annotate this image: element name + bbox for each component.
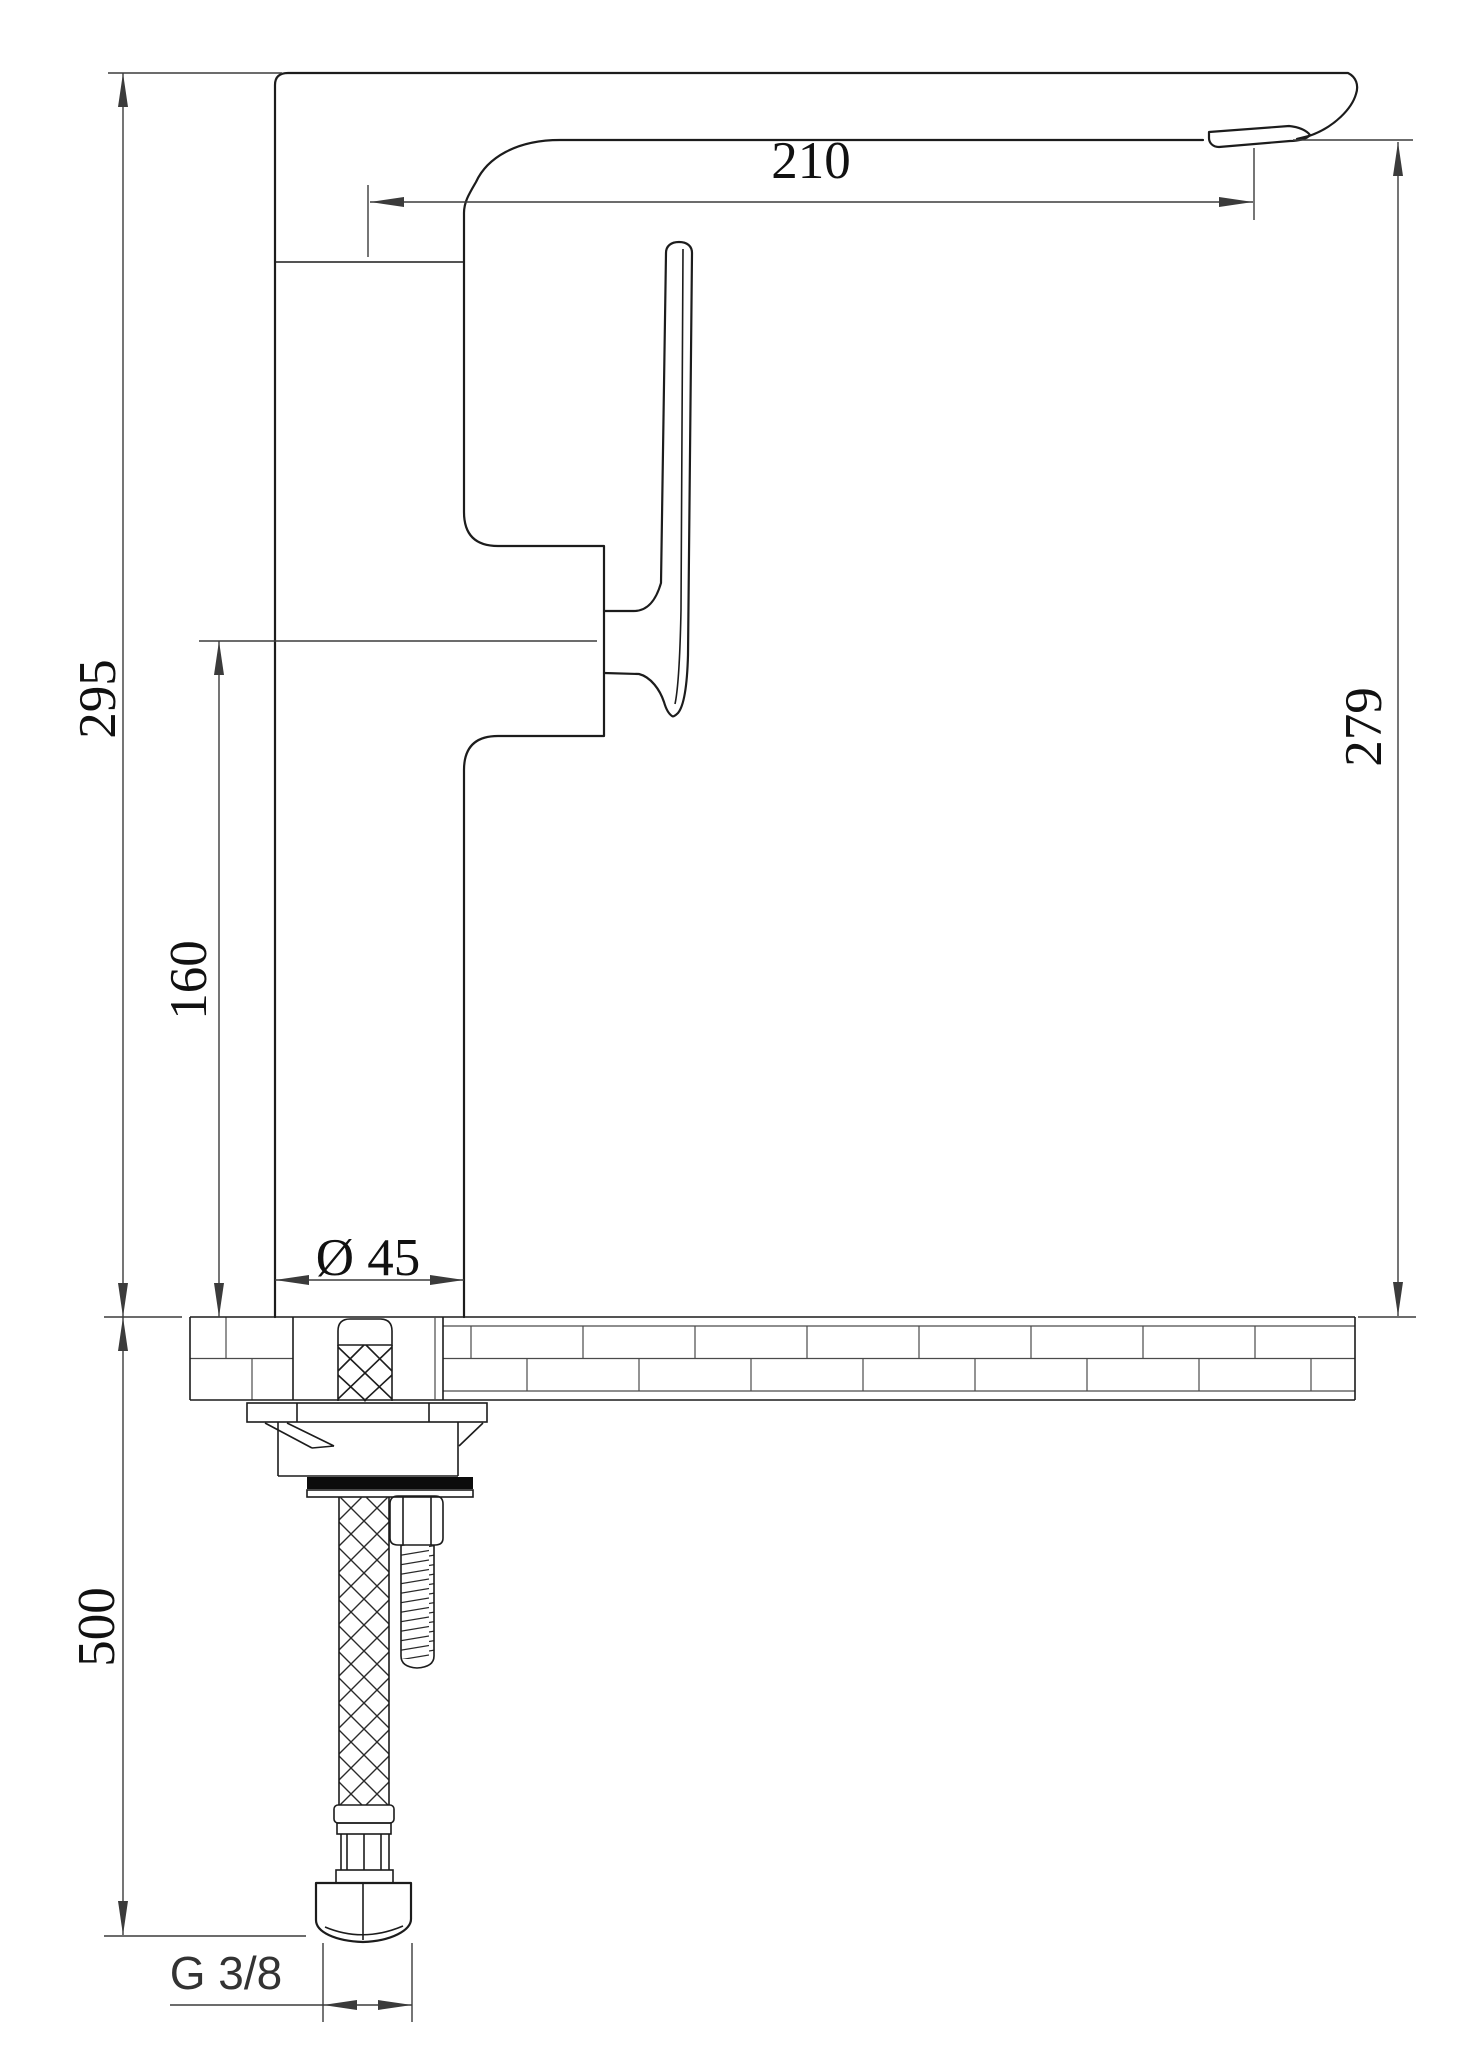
dimension-295 xyxy=(69,73,282,1317)
fixing-stud xyxy=(390,1496,443,1668)
spout-aerator xyxy=(1209,126,1310,147)
countertop xyxy=(190,1317,1355,1400)
dimension-thread xyxy=(170,1943,412,2022)
mounting-hardware xyxy=(247,1403,487,1497)
supply-hose xyxy=(316,1497,411,1942)
dim-label-spout-reach: 210 xyxy=(771,132,851,190)
nut-collar xyxy=(336,1870,393,1883)
dimension-base-diameter xyxy=(275,1229,464,1287)
dim-label-handle-axis-height: 160 xyxy=(160,940,218,1020)
dimension-500 xyxy=(68,1317,306,1936)
dim-label-spout-outlet-height: 279 xyxy=(1335,687,1393,767)
handle-inner-contour xyxy=(675,249,683,704)
dim-label-hose-length: 500 xyxy=(68,1587,126,1667)
g38-nut xyxy=(316,1883,411,1942)
faucet-outline xyxy=(275,73,1357,1317)
dim-label-connection-thread: G 3/8 xyxy=(169,1947,283,1999)
dim-label-base-diameter: Ø 45 xyxy=(315,1229,421,1287)
dimension-210 xyxy=(368,132,1254,257)
threaded-shank xyxy=(338,1319,392,1401)
hose-neck xyxy=(341,1834,389,1870)
escutcheon-washer xyxy=(247,1403,487,1422)
dim-label-total-height: 295 xyxy=(69,659,127,739)
handle-lever xyxy=(604,242,692,716)
dimension-279 xyxy=(1293,140,1416,1317)
flat-washer xyxy=(307,1490,473,1497)
hose-crimp-collar xyxy=(334,1805,394,1823)
dimension-160 xyxy=(160,641,597,1317)
clamp-bracket xyxy=(265,1422,483,1476)
rubber-seal xyxy=(307,1477,473,1489)
stud-hex-nut xyxy=(390,1496,443,1545)
